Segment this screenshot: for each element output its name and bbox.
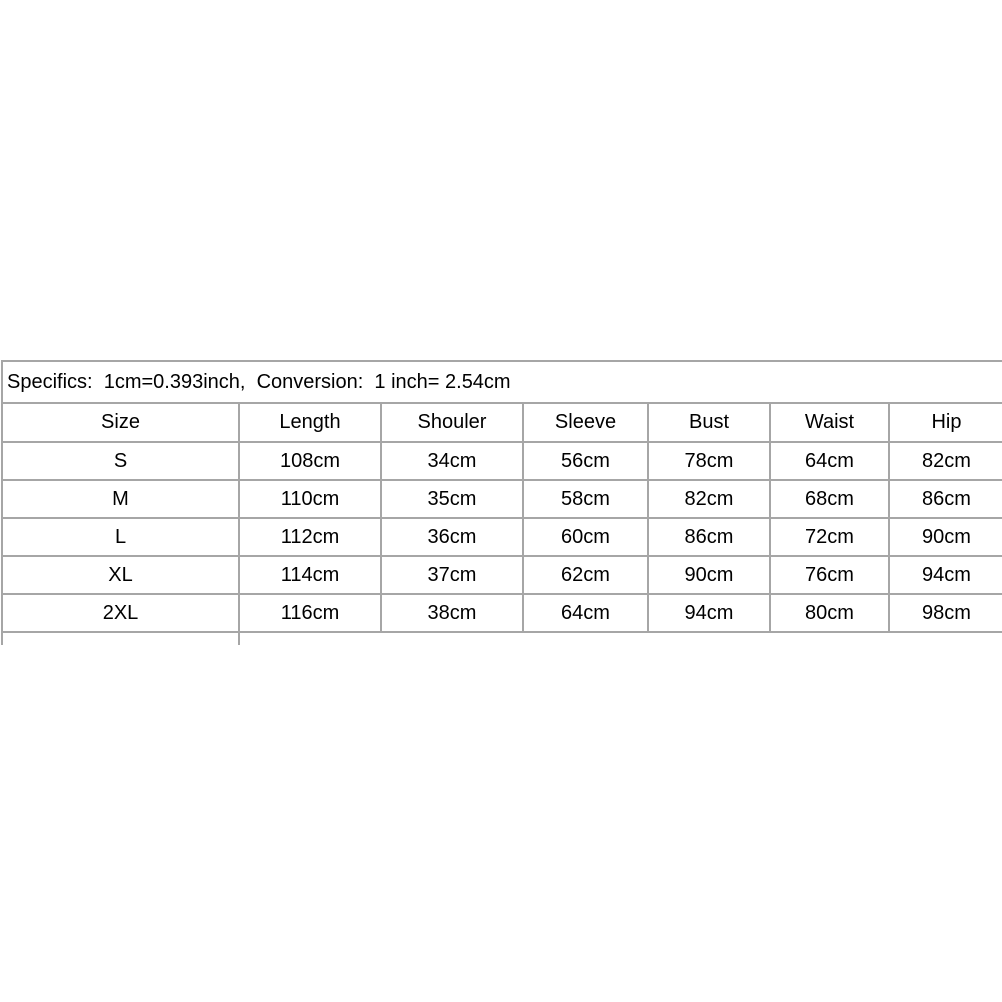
- measurement-cell: 36cm: [381, 518, 523, 556]
- column-header-shouler: Shouler: [381, 403, 523, 442]
- measurement-cell: 72cm: [770, 518, 889, 556]
- table-row-l: [2, 518, 1002, 556]
- measurement-cell: 90cm: [648, 556, 770, 594]
- measurement-cell: 82cm: [648, 480, 770, 518]
- measurement-cell: 34cm: [381, 442, 523, 480]
- specifics-note-row: [2, 361, 1002, 403]
- measurement-cell: 37cm: [381, 556, 523, 594]
- measurement-cell: 56cm: [523, 442, 648, 480]
- measurement-cell: 94cm: [648, 594, 770, 632]
- measurement-cell: 86cm: [648, 518, 770, 556]
- column-header-size: Size: [2, 403, 239, 442]
- size-cell: XL: [2, 556, 239, 594]
- measurement-cell: 114cm: [239, 556, 381, 594]
- measurement-cell: 62cm: [523, 556, 648, 594]
- measurement-cell: 76cm: [770, 556, 889, 594]
- measurement-cell: 94cm: [889, 556, 1002, 594]
- measurement-cell: 38cm: [381, 594, 523, 632]
- gridline-stub-size-column: [238, 632, 240, 645]
- measurement-cell: 64cm: [523, 594, 648, 632]
- measurement-cell: 90cm: [889, 518, 1002, 556]
- measurement-cell: 98cm: [889, 594, 1002, 632]
- size-cell: L: [2, 518, 239, 556]
- gridline-stub-left: [1, 632, 3, 645]
- measurement-cell: 58cm: [523, 480, 648, 518]
- specifics-note: Specifics: 1cm=0.393inch, Conversion: 1 inch= 2.54cm: [2, 361, 1002, 403]
- table-row-m: [2, 480, 1002, 518]
- size-cell: M: [2, 480, 239, 518]
- measurement-cell: 110cm: [239, 480, 381, 518]
- column-header-sleeve: Sleeve: [523, 403, 648, 442]
- size-cell: S: [2, 442, 239, 480]
- column-header-bust: Bust: [648, 403, 770, 442]
- measurement-cell: 68cm: [770, 480, 889, 518]
- measurement-cell: 35cm: [381, 480, 523, 518]
- measurement-cell: 82cm: [889, 442, 1002, 480]
- measurement-cell: 116cm: [239, 594, 381, 632]
- measurement-cell: 78cm: [648, 442, 770, 480]
- measurement-cell: 112cm: [239, 518, 381, 556]
- column-header-hip: Hip: [889, 403, 1002, 442]
- size-cell: 2XL: [2, 594, 239, 632]
- table-row-s: [2, 442, 1002, 480]
- measurement-cell: 86cm: [889, 480, 1002, 518]
- measurement-cell: 80cm: [770, 594, 889, 632]
- table-row-2xl: [2, 594, 1002, 632]
- measurement-cell: 64cm: [770, 442, 889, 480]
- size-chart-table: [1, 360, 1002, 633]
- table-header-row: [2, 403, 1002, 442]
- column-header-length: Length: [239, 403, 381, 442]
- column-header-waist: Waist: [770, 403, 889, 442]
- measurement-cell: 108cm: [239, 442, 381, 480]
- table-row-xl: [2, 556, 1002, 594]
- measurement-cell: 60cm: [523, 518, 648, 556]
